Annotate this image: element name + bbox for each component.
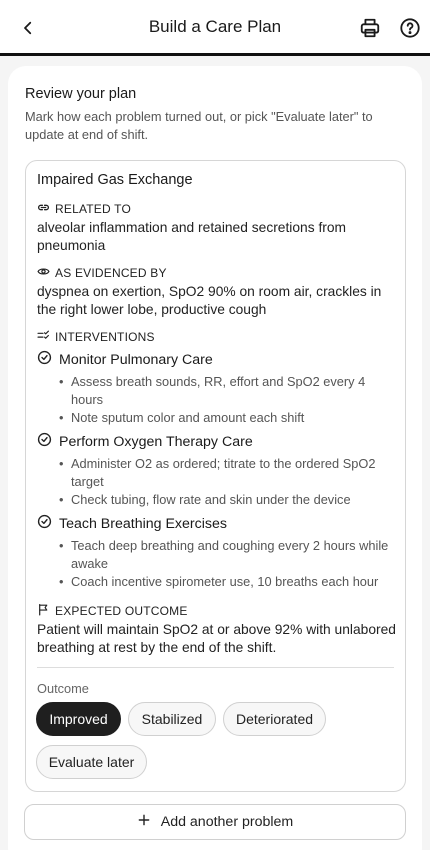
plus-icon	[137, 813, 151, 831]
related-to-text: alveolar inflammation and retained secretions from pneumonia	[37, 220, 347, 253]
expected-outcome-header	[37, 603, 188, 619]
flag-icon	[37, 603, 50, 619]
link-icon	[37, 201, 50, 217]
add-problem-button[interactable]	[24, 804, 406, 840]
intervention-bullet: • Administer O2 as ordered; titrate to the ordered SpO2 target	[59, 456, 376, 489]
intervention-title: Teach Breathing Exercises	[59, 515, 227, 532]
outcome-option-stabilized[interactable]: Stabilized	[128, 702, 216, 736]
expected-outcome-label: EXPECTED OUTCOME	[55, 604, 188, 618]
related-to-header	[37, 201, 131, 217]
intervention-bullet: • Note sputum color and amount each shift	[59, 410, 305, 425]
interventions-label: INTERVENTIONS	[55, 330, 155, 344]
eye-icon	[37, 265, 50, 281]
printer-icon[interactable]	[356, 14, 384, 42]
intervention-title: Monitor Pulmonary Care	[59, 351, 213, 368]
intervention-item	[37, 350, 213, 369]
intervention-item	[37, 432, 253, 451]
check-circle-icon	[37, 350, 52, 369]
outcome-option-improved[interactable]: Improved	[36, 702, 121, 736]
review-subtitle: Mark how each problem turned out, or pick "Evaluate later" to update at end of shift.	[25, 109, 373, 142]
evidenced-by-text: dyspnea on exertion, SpO2 90% on room air, crackles in the right lower lobe, productive cough	[37, 284, 382, 317]
interventions-header	[37, 329, 155, 345]
expected-outcome-text: Patient will maintain SpO2 at or above 92% with unlabored breathing at rest by the end of the shift.	[37, 622, 396, 655]
evidenced-by-label: AS EVIDENCED BY	[55, 266, 167, 280]
outcome-label: Outcome	[37, 681, 89, 696]
intervention-bullet: • Check tubing, flow rate and skin under the device	[59, 492, 351, 507]
intervention-bullet: • Assess breath sounds, RR, effort and SpO2 every 4 hours	[59, 374, 366, 407]
check-circle-icon	[37, 514, 52, 533]
intervention-bullet: • Teach deep breathing and coughing every 2 hours while awake	[59, 538, 389, 571]
intervention-title: Perform Oxygen Therapy Care	[59, 433, 253, 450]
outcome-option-deteriorated[interactable]: Deteriorated	[223, 702, 326, 736]
divider	[37, 667, 394, 668]
problem-title: Impaired Gas Exchange	[37, 172, 193, 188]
review-title: Review your plan	[25, 86, 137, 102]
add-problem-label: Add another problem	[160, 814, 294, 830]
page-title: Build a Care Plan	[148, 17, 282, 36]
intervention-bullet: • Coach incentive spirometer use, 10 breaths each hour	[59, 574, 379, 589]
evidenced-by-header	[37, 265, 167, 281]
top-app-bar	[0, 0, 430, 56]
intervention-item	[37, 514, 227, 533]
outcome-option-evaluate-later[interactable]: Evaluate later	[36, 745, 147, 779]
help-circle-icon[interactable]	[396, 14, 424, 42]
check-circle-icon	[37, 432, 52, 451]
related-to-label: RELATED TO	[55, 202, 132, 216]
list-check-icon	[37, 329, 50, 345]
